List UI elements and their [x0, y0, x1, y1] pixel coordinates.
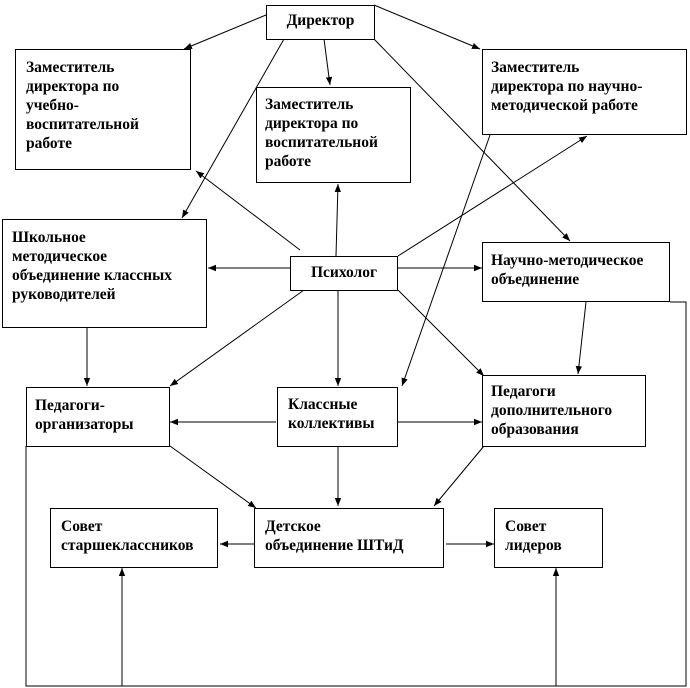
edge-organizers-children-association — [170, 446, 256, 508]
node-psychologist: Психолог — [290, 256, 398, 291]
edge-science-association-additional-education — [578, 302, 586, 374]
edge-director-deputy-upbringing — [324, 39, 330, 85]
node-additional-education: Педагоги дополнительного образования — [482, 375, 646, 447]
edge-psychologist-deputy-upbringing — [336, 184, 338, 256]
node-deputy-upbringing: Заместитель директора по воспитательной работе — [256, 87, 411, 183]
node-leaders-council: Совет лидеров — [494, 508, 603, 568]
node-director: Директор — [266, 5, 375, 40]
node-school-association: Школьное методическое объединение классных руководителей — [2, 219, 207, 328]
node-deputy-education: Заместитель директора по учебно- воспитательной работе — [15, 49, 191, 170]
node-organizers: Педагоги- организаторы — [26, 387, 170, 447]
edge-director-deputy-education — [184, 15, 266, 49]
node-deputy-science: Заместитель директора по научно- методической работе — [482, 49, 687, 135]
node-science-association: Научно-методическое объединение — [482, 242, 670, 302]
node-class-collectives: Классные коллективы — [277, 387, 398, 447]
edge-bottom-loop — [26, 302, 686, 686]
node-children-association: Детское объединение ШТиД — [254, 508, 444, 568]
edge-psychologist-additional-education — [398, 290, 484, 376]
node-senior-council: Совет старшеклассников — [50, 508, 218, 568]
edge-additional-education-children-association — [434, 446, 484, 506]
edge-psychologist-deputy-science — [398, 136, 587, 256]
edge-director-deputy-science — [374, 5, 480, 49]
edge-deputy-science-class-collectives — [402, 135, 490, 386]
